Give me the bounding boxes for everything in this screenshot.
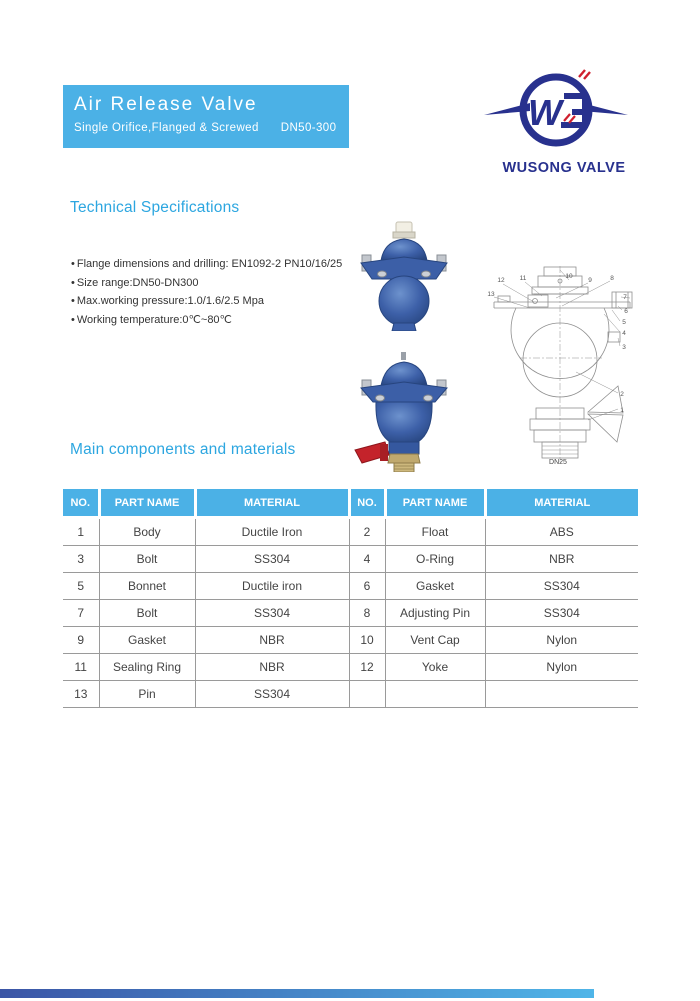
table-row	[63, 654, 638, 681]
spec-bullet-item: • Max.working pressure:1.0/1.6/2.5 Mpa	[71, 292, 342, 311]
table-column-header: PART NAME	[99, 489, 195, 518]
brand-name: WUSONG VALVE	[502, 160, 626, 176]
drawing-label-2: 2	[620, 391, 624, 398]
technical-drawing-figure	[472, 262, 658, 467]
table-cell: Pin	[99, 681, 195, 708]
product-subtitle: Single Orifice,Flanged & Screwed	[74, 122, 259, 134]
valve-photo-flanged	[349, 219, 459, 331]
table-header-row	[63, 489, 638, 518]
drawing-label-13: 13	[487, 291, 495, 298]
drawing-label-4: 4	[622, 330, 626, 337]
table-cell: NBR	[195, 654, 349, 681]
table-cell: 9	[63, 627, 99, 654]
table-cell: Bolt	[99, 600, 195, 627]
table-cell: ABS	[485, 518, 638, 546]
drawing-label-12: 12	[497, 277, 505, 284]
company-logo	[484, 68, 644, 180]
spec-bullet-list	[71, 255, 342, 329]
table-cell: 1	[63, 518, 99, 546]
table-cell: Ductile Iron	[195, 518, 349, 546]
valve-photo-screwed	[349, 352, 459, 472]
table-cell: 13	[63, 681, 99, 708]
table-row	[63, 546, 638, 573]
drawing-label-7: 7	[623, 294, 627, 301]
spec-bullet-item: • Working temperature:0℃~80℃	[71, 311, 342, 330]
table-cell: NBR	[485, 546, 638, 573]
svg-text:W: W	[528, 92, 562, 133]
table-cell: SS304	[485, 600, 638, 627]
table-cell: Vent Cap	[385, 627, 485, 654]
drawing-label-3: 3	[622, 344, 626, 351]
table-row	[63, 600, 638, 627]
table-column-header: MATERIAL	[485, 489, 638, 518]
table-cell	[485, 681, 638, 708]
table-cell: 7	[63, 600, 99, 627]
table-cell: SS304	[195, 681, 349, 708]
drawing-label-8: 8	[610, 275, 614, 282]
table-cell: SS304	[195, 600, 349, 627]
table-cell: 6	[349, 573, 385, 600]
drawing-caption: DN25	[549, 459, 567, 466]
table-cell: 2	[349, 518, 385, 546]
table-cell: NBR	[195, 627, 349, 654]
technical-specifications-heading: Technical Specifications	[70, 199, 240, 216]
table-cell: 11	[63, 654, 99, 681]
drawing-label-11: 11	[519, 275, 527, 282]
table-cell: 5	[63, 573, 99, 600]
table-cell: Adjusting Pin	[385, 600, 485, 627]
drawing-label-1: 1	[620, 407, 624, 414]
table-cell: Body	[99, 518, 195, 546]
table-cell: Sealing Ring	[99, 654, 195, 681]
footer-accent-bar	[0, 989, 594, 998]
table-cell: 3	[63, 546, 99, 573]
table-cell: Yoke	[385, 654, 485, 681]
drawing-label-5: 5	[622, 319, 626, 326]
drawing-label-9: 9	[588, 277, 592, 284]
table-cell: Nylon	[485, 627, 638, 654]
table-cell: SS304	[195, 546, 349, 573]
table-row	[63, 627, 638, 654]
table-cell: 12	[349, 654, 385, 681]
table-column-header: NO.	[349, 489, 385, 518]
drawing-label-6: 6	[624, 308, 628, 315]
parts-materials-table	[63, 489, 638, 708]
product-size-range: DN50-300	[280, 122, 337, 134]
table-row	[63, 681, 638, 708]
spec-bullet-item: • Size range:DN50-DN300	[71, 274, 342, 293]
table-cell	[349, 681, 385, 708]
table-cell: Nylon	[485, 654, 638, 681]
table-column-header: MATERIAL	[195, 489, 349, 518]
table-column-header: PART NAME	[385, 489, 485, 518]
table-column-header: NO.	[63, 489, 99, 518]
table-cell: SS304	[485, 573, 638, 600]
table-cell: Ductile iron	[195, 573, 349, 600]
company-logo-icon	[484, 68, 644, 158]
table-cell: 10	[349, 627, 385, 654]
table-cell: Bonnet	[99, 573, 195, 600]
table-cell: O-Ring	[385, 546, 485, 573]
product-banner	[63, 85, 349, 148]
table-row	[63, 518, 638, 546]
table-cell	[385, 681, 485, 708]
table-cell: Gasket	[385, 573, 485, 600]
main-components-heading: Main components and materials	[70, 441, 296, 458]
spec-bullet-item: • Flange dimensions and drilling: EN1092-2 PN10/16/25	[71, 255, 342, 274]
table-cell: Bolt	[99, 546, 195, 573]
table-row	[63, 573, 638, 600]
table-cell: Float	[385, 518, 485, 546]
table-cell: Gasket	[99, 627, 195, 654]
table-cell: 8	[349, 600, 385, 627]
product-title: Air Release Valve	[74, 94, 258, 115]
table-cell: 4	[349, 546, 385, 573]
drawing-label-10: 10	[565, 273, 573, 280]
